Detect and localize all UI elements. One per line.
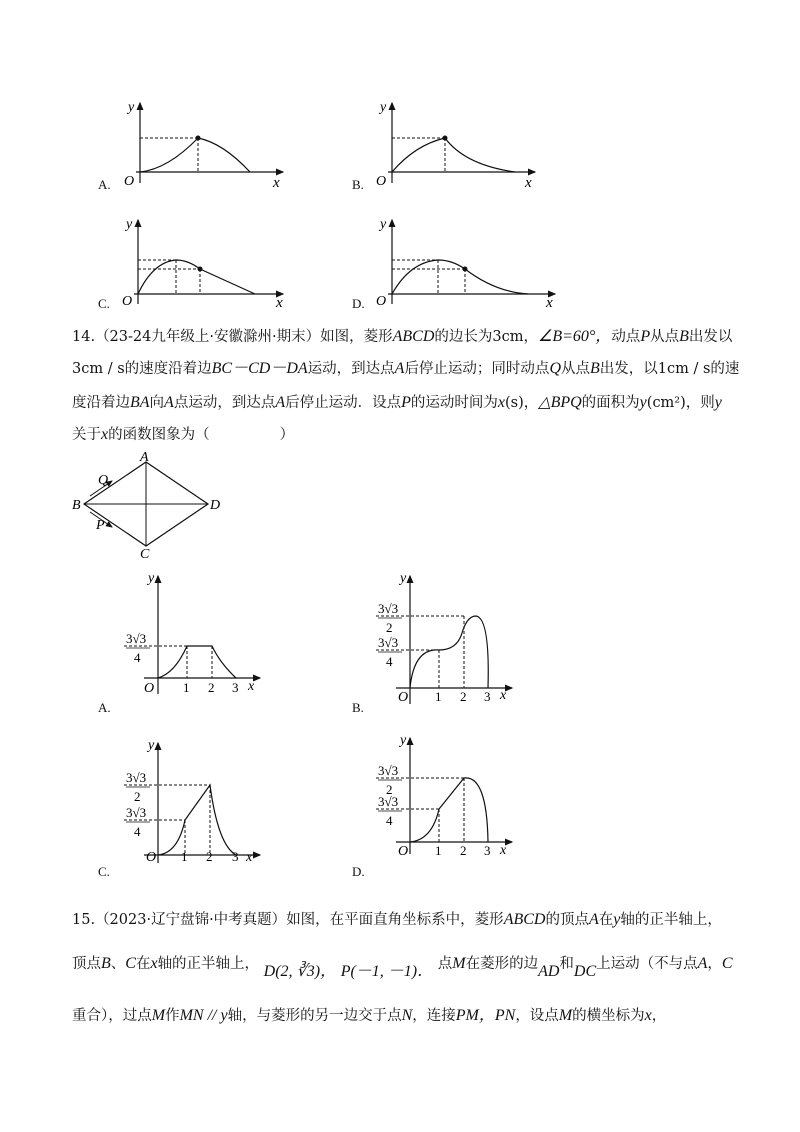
origin-label: O: [376, 294, 387, 307]
y-tick-den: 4: [386, 654, 393, 669]
q14-option-a-graph: [120, 568, 270, 698]
q14-option-b-graph: [372, 568, 522, 708]
x-label: x: [525, 175, 532, 190]
q14-line-4: 关于x的函数图象为（ ）: [72, 426, 295, 443]
x-label: x: [500, 688, 507, 703]
q13-option-a-graph: [118, 95, 293, 190]
x-label: x: [248, 679, 255, 694]
q14-option-b-label[interactable]: B.: [352, 700, 364, 715]
x-tick-3: 3: [232, 680, 239, 695]
origin-label: O: [122, 294, 133, 307]
q13-option-b-graph: [370, 95, 545, 190]
y-tick-num: 3√3: [126, 770, 147, 785]
x-tick-1: 1: [181, 849, 188, 864]
x-label: x: [246, 850, 253, 865]
origin-label: O: [398, 844, 409, 859]
q13-option-c-label[interactable]: C.: [98, 296, 110, 311]
q14-option-d-label[interactable]: D.: [352, 864, 365, 879]
y-label: y: [400, 733, 407, 748]
y-tick-den: 2: [386, 620, 393, 635]
y-tick-num: 3√3: [378, 794, 399, 809]
x-tick-1: 1: [435, 689, 442, 704]
point-p: P: [96, 518, 105, 533]
y-label: y: [400, 571, 407, 586]
x-tick-2: 2: [460, 843, 467, 858]
x-tick-1: 1: [183, 680, 190, 695]
y-tick-num: 3√3: [378, 635, 399, 650]
q15-line-1: 15.（2023·辽宁盘锦·中考真题）如图，在平面直角坐标系中，菱形ABCD的顶点A在y轴的正半轴上，: [72, 911, 722, 928]
q13-option-a-label[interactable]: A.: [98, 177, 111, 192]
q13-option-c-graph: [118, 212, 293, 307]
y-tick-num: 3√3: [378, 601, 399, 616]
y-tick-den: 4: [134, 650, 141, 665]
x-tick-1: 1: [435, 843, 442, 858]
y-label: y: [126, 217, 133, 232]
x-tick-2: 2: [206, 849, 213, 864]
x-tick-3: 3: [484, 843, 491, 858]
y-label: y: [128, 100, 135, 115]
x-tick-2: 2: [460, 689, 467, 704]
y-tick-num: 3√3: [378, 763, 399, 778]
rhombus-figure: [68, 450, 228, 560]
y-tick-den: 2: [386, 782, 393, 797]
q14-option-c-label[interactable]: C.: [98, 864, 110, 879]
origin-label: O: [398, 690, 409, 705]
x-tick-3: 3: [232, 849, 239, 864]
origin-label: O: [146, 850, 157, 865]
x-label: x: [273, 175, 280, 190]
y-label: y: [380, 100, 387, 115]
q15-line-3: 重合），过点M作MN // y轴，与菱形的另一边交于点N，连接PM，PN，设点M的横坐标为x，: [72, 1007, 667, 1024]
q14-line-2: 3cm / s的速度沿着边BC－CD－DA运动，到达点A后停止运动；同时动点Q从点B出发，以1cm / s的速: [72, 360, 740, 377]
vertex-c: C: [140, 547, 150, 560]
y-label: y: [148, 571, 155, 586]
q14-option-a-label[interactable]: A.: [98, 700, 111, 715]
point-q: Q: [98, 473, 109, 488]
q14-line-1: 14.（23-24九年级上·安徽滁州·期末）如图，菱形ABCD的边长为3cm，∠B=60°，动点P从点B出发以: [72, 328, 733, 345]
q13-option-b-label[interactable]: B.: [352, 177, 364, 192]
q15-line-2: 顶点B、C在x轴的正半轴上， D(2, ∛3)， P(－1, －1)． 点M在菱形的边AD和DC上运动（不与点A，C: [72, 955, 733, 980]
q13-option-d-graph: [370, 212, 565, 307]
vertex-a: A: [140, 450, 149, 465]
origin-label: O: [124, 174, 135, 189]
q14-option-d-graph: [372, 730, 522, 860]
y-tick-num: 3√3: [126, 805, 147, 820]
y-tick-den: 4: [386, 813, 393, 828]
q14-line-3: 度沿着边BA向A点运动，到达点A后停止运动．设点P的运动时间为x(s)，△BPQ的面积为y(cm²)，则y: [72, 394, 722, 411]
vertex-d: D: [210, 498, 221, 513]
x-label: x: [546, 295, 553, 307]
vertex-b: B: [72, 498, 81, 513]
q14-option-c-graph: [120, 735, 270, 865]
x-label: x: [500, 843, 507, 858]
x-tick-3: 3: [484, 689, 491, 704]
y-label: y: [148, 738, 155, 753]
x-tick-2: 2: [208, 680, 215, 695]
origin-label: O: [144, 681, 155, 696]
x-label: x: [276, 295, 283, 307]
y-tick-den: 2: [134, 789, 141, 804]
q13-option-d-label[interactable]: D.: [352, 296, 365, 311]
y-tick-den: 4: [134, 824, 141, 839]
origin-label: O: [376, 174, 387, 189]
y-label: y: [380, 217, 387, 232]
y-tick-num: 3√3: [126, 631, 147, 646]
